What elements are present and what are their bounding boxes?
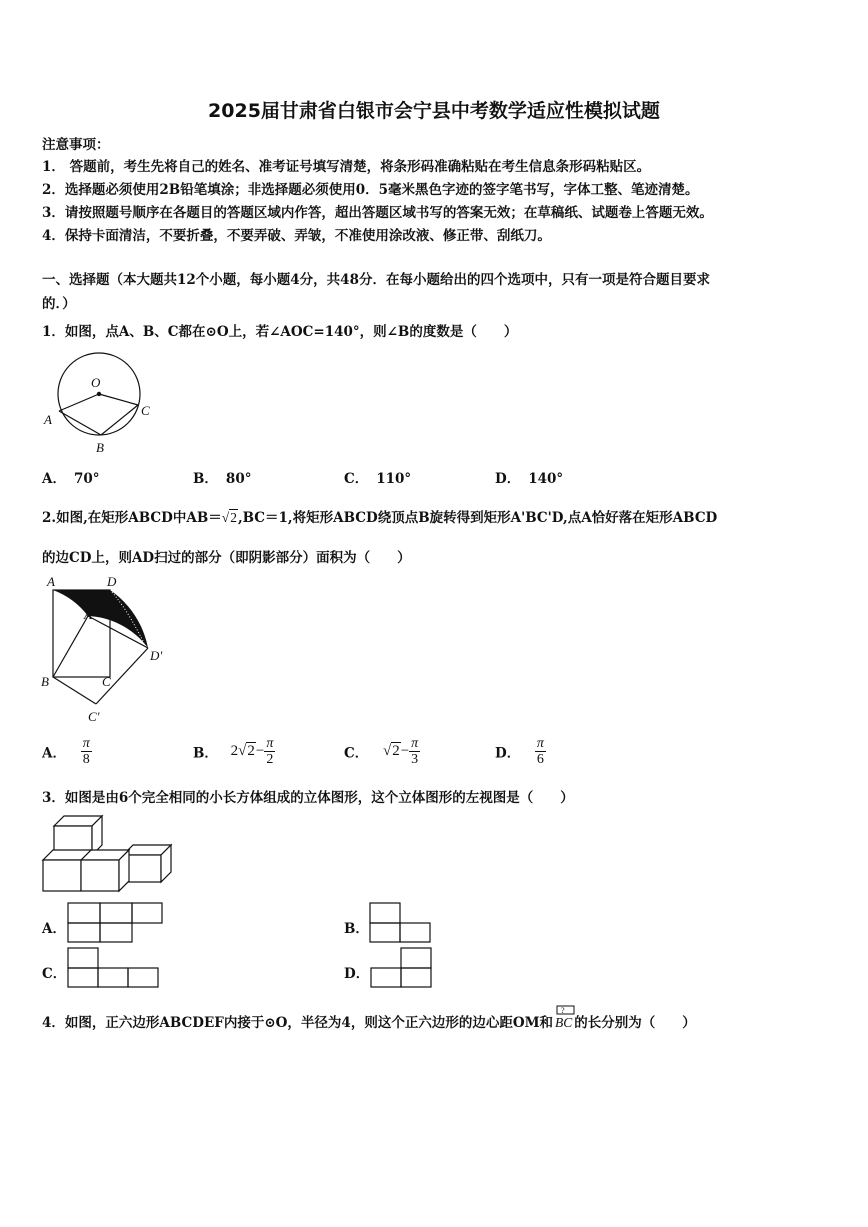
q3-option-a-label: A． xyxy=(42,921,66,937)
q2-option-a: A． $\frac{\pi}{8}$ xyxy=(42,736,90,767)
q1-circle-figure xyxy=(40,345,170,460)
q3-option-b-figure xyxy=(369,902,433,944)
section-heading-line2: 的．） xyxy=(42,296,76,312)
q1-stem: 1．如图，点A、B、C都在⊙O上，若∠AOC=140°，则∠B的度数是（ ） xyxy=(42,324,518,340)
q2-rectangle-figure xyxy=(38,572,178,732)
q1-label-c: C xyxy=(141,403,150,418)
q2-option-c: C． √2− $\frac{\pi}{3}$ xyxy=(344,736,419,767)
notice-item-1: 1． 答题前，考生先将自己的姓名、准考证号填写清楚，将条形码准确粘贴在考生信息条形码粘贴区。 xyxy=(42,159,651,175)
section-heading-line1: 一、选择题（本大题共12个小题，每小题4分，共48分．在每小题给出的四个选项中，只有一项是符合题目要求 xyxy=(42,272,710,288)
q1-label-a: A xyxy=(44,412,52,427)
q2-label-c-prime: C' xyxy=(88,709,100,724)
q2-option-b: B． 2√2− $\frac{\pi}{2}$ xyxy=(193,736,274,767)
q2-option-d: D． $\frac{\pi}{6}$ xyxy=(495,736,544,767)
q2-label-d-prime: D' xyxy=(150,648,163,663)
q1-option-d: D． 140° xyxy=(495,471,564,487)
q3-option-b-label: B． xyxy=(344,921,369,937)
page-title: 2025届甘肃省白银市会宁县中考数学适应性模拟试题 xyxy=(208,100,660,122)
q3-option-d-figure xyxy=(370,947,434,989)
q1-label-b: B xyxy=(96,440,104,455)
notice-item-2: 2．选择题必须使用2B铅笔填涂；非选择题必须使用0．5毫米黑色字迹的签字笔书写，字体工整、笔迹清楚。 xyxy=(42,182,699,198)
q2-sqrt: √2 xyxy=(221,510,237,525)
notice-item-3: 3．请按照题号顺序在各题目的答题区域内作答，超出答题区域书写的答案无效；在草稿纸、试题卷上答题无效。 xyxy=(42,205,713,221)
notice-heading: 注意事项： xyxy=(42,137,110,153)
q3-stem: 3．如图是由6个完全相同的小长方体组成的立体图形，这个立体图形的左视图是（ ） xyxy=(42,790,574,806)
svg-text:?: ? xyxy=(561,1006,565,1015)
q3-option-c-figure xyxy=(67,947,161,989)
q2-label-b: B xyxy=(41,674,49,689)
notice-item-4: 4．保持卡面清洁，不要折叠，不要弄破、弄皱，不准使用涂改液、修正带、刮纸刀。 xyxy=(42,228,551,244)
q2-label-a-prime: A' xyxy=(84,607,95,622)
q1-option-a: A． 70° xyxy=(42,471,100,487)
q4-stem: 4．如图，正六边形ABCDEF内接于⊙O，半径为4，则这个正六边形的边心距OM和 ? BC 的长分别为（ ） xyxy=(42,1006,696,1031)
q3-option-c-label: C． xyxy=(42,966,67,982)
q1-label-o: O xyxy=(91,375,101,390)
q2-shaded-region xyxy=(53,590,148,648)
q1-option-c: C． 110° xyxy=(344,471,412,487)
q2-stem-line1: 2.如图,在矩形ABCD中AB＝√2,BC＝1,将矩形ABCD绕顶点B旋转得到矩形A'BC'D,点A恰好落在矩形ABCD xyxy=(42,510,718,526)
q4-arc-bc: ? BC xyxy=(555,1006,573,1030)
q2-stem-line2: 的边CD上，则AD扫过的部分（即阴影部分）面积为（ ） xyxy=(42,550,411,566)
q2-label-a: A xyxy=(47,574,55,589)
q2-label-d: D xyxy=(107,574,117,589)
q2-label-c: C xyxy=(102,674,111,689)
q3-option-d-label: D． xyxy=(344,966,370,982)
q3-solid-figure xyxy=(40,812,180,894)
q3-option-a-figure xyxy=(67,902,167,944)
q1-option-b: B． 80° xyxy=(193,471,252,487)
